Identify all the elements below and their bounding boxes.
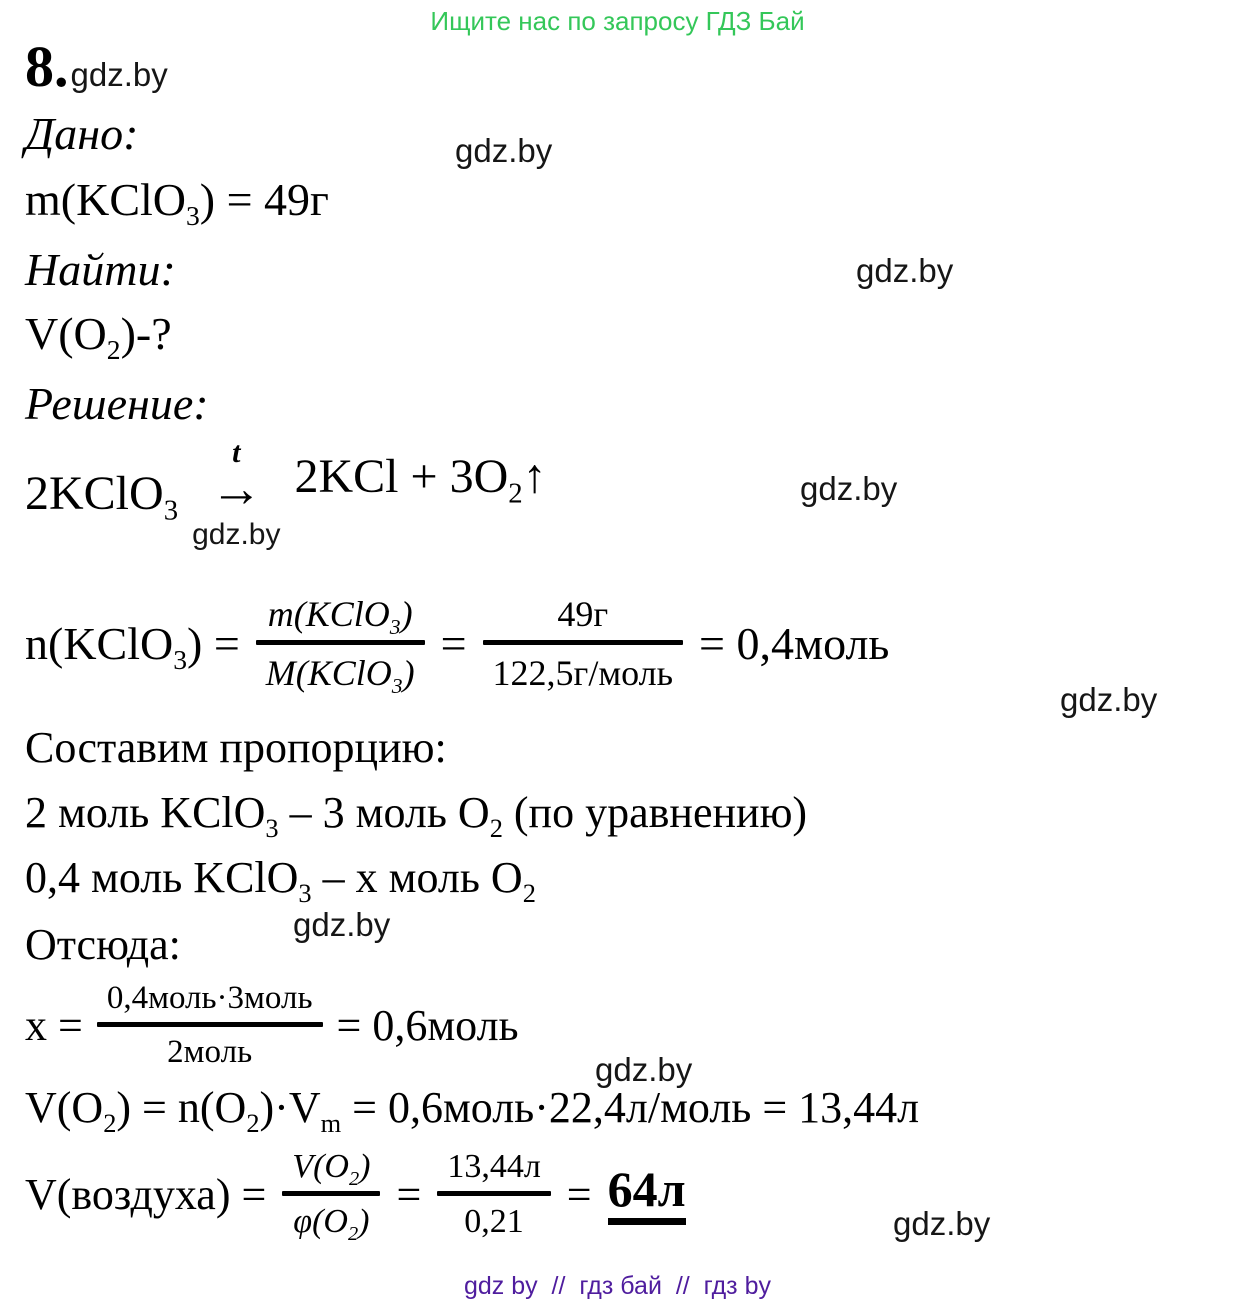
equals-sign: = <box>440 618 467 669</box>
fraction-numerator: 13,44л <box>447 1148 541 1185</box>
fraction-numerator: m(KClO$_3$) <box>267 594 413 640</box>
watermark-gdzby: gdz.by <box>595 1051 693 1088</box>
watermark-gdzby: gdz.by <box>293 906 391 943</box>
air-lhs: V(воздуха) = <box>25 1170 267 1219</box>
site-header-text: Ищите нас по запросу ГДЗ Бай <box>430 6 805 36</box>
air-value-fraction <box>437 1148 550 1241</box>
proportion-line-1: 2 моль KClO$_3$ – 3 моль $O_2$ (по уравнению) <box>25 788 808 843</box>
x-result: = 0,6моль <box>336 1001 519 1050</box>
watermark-gdzby: gdz.by <box>70 56 168 93</box>
proportion-intro: Составим пропорцию: <box>25 723 447 772</box>
watermark-gdzby: gdz.by <box>192 518 281 551</box>
mole-result: = 0,4моль <box>699 618 890 669</box>
equals-sign: = <box>566 1170 592 1219</box>
given-mass-line: m(KClO$_3$) = 49г <box>25 174 329 232</box>
label-solution: Решение: <box>25 378 209 429</box>
fraction-numerator: 0,4моль·3моль <box>106 980 313 1016</box>
reaction-products: $2KCl + 3O_2↑$ <box>294 450 547 510</box>
equals-sign: = <box>396 1170 422 1219</box>
fraction-denominator: M(KClO$_3$) <box>265 653 415 699</box>
label-find: Найти: <box>25 244 176 295</box>
right-arrow-icon: → <box>210 461 263 518</box>
watermark-gdzby: gdz.by <box>800 470 898 507</box>
fraction-denominator: 2моль <box>167 1034 253 1070</box>
volume-calculation-line: $V(O_2) = n(O_2)\cdot V_m$ = 0,6моль·22,4л/моль = 13,44л <box>25 1083 920 1138</box>
final-answer: 64л <box>608 1164 686 1225</box>
mole-lhs: n(KClO$_3$) = <box>25 618 240 676</box>
air-volume-calculation <box>25 1148 686 1245</box>
reaction-reactant: 2KClO$_3$ <box>25 467 179 527</box>
reaction-condition: t <box>232 436 241 469</box>
x-fraction <box>97 980 323 1071</box>
site-footer-text: gdz by // гдз бай // гдз by <box>463 1272 771 1300</box>
mole-calculation <box>25 593 890 699</box>
mole-symbol-fraction <box>256 593 425 699</box>
fraction-denominator: 0,21 <box>464 1203 524 1240</box>
fraction-denominator: 122,5г/моль <box>492 653 674 693</box>
fraction-numerator: $V(O_2)$ <box>292 1148 371 1190</box>
fraction-numerator: 49г <box>557 594 609 634</box>
x-calculation <box>25 980 519 1071</box>
label-hence: Отсюда: <box>25 920 181 969</box>
air-symbol-fraction <box>282 1148 380 1245</box>
reaction-arrow-group <box>192 438 280 550</box>
problem-number: 8. <box>25 34 69 99</box>
watermark-gdzby: gdz.by <box>455 132 553 169</box>
fraction-denominator: $\varphi(O_2)$ <box>293 1203 370 1245</box>
problem-heading <box>25 34 168 99</box>
x-lhs: x = <box>25 1001 83 1050</box>
proportion-line-2: 0,4 моль KClO$_3$ – x моль $O_2$ <box>25 853 536 908</box>
watermark-gdzby: gdz.by <box>1060 681 1158 718</box>
mole-value-fraction <box>483 593 683 694</box>
find-target-line: $V(O_2)-$? <box>25 308 172 366</box>
watermark-gdzby: gdz.by <box>893 1205 991 1242</box>
watermark-gdzby: gdz.by <box>856 252 954 289</box>
label-given: Дано: <box>25 108 139 159</box>
reaction-equation <box>25 438 547 550</box>
